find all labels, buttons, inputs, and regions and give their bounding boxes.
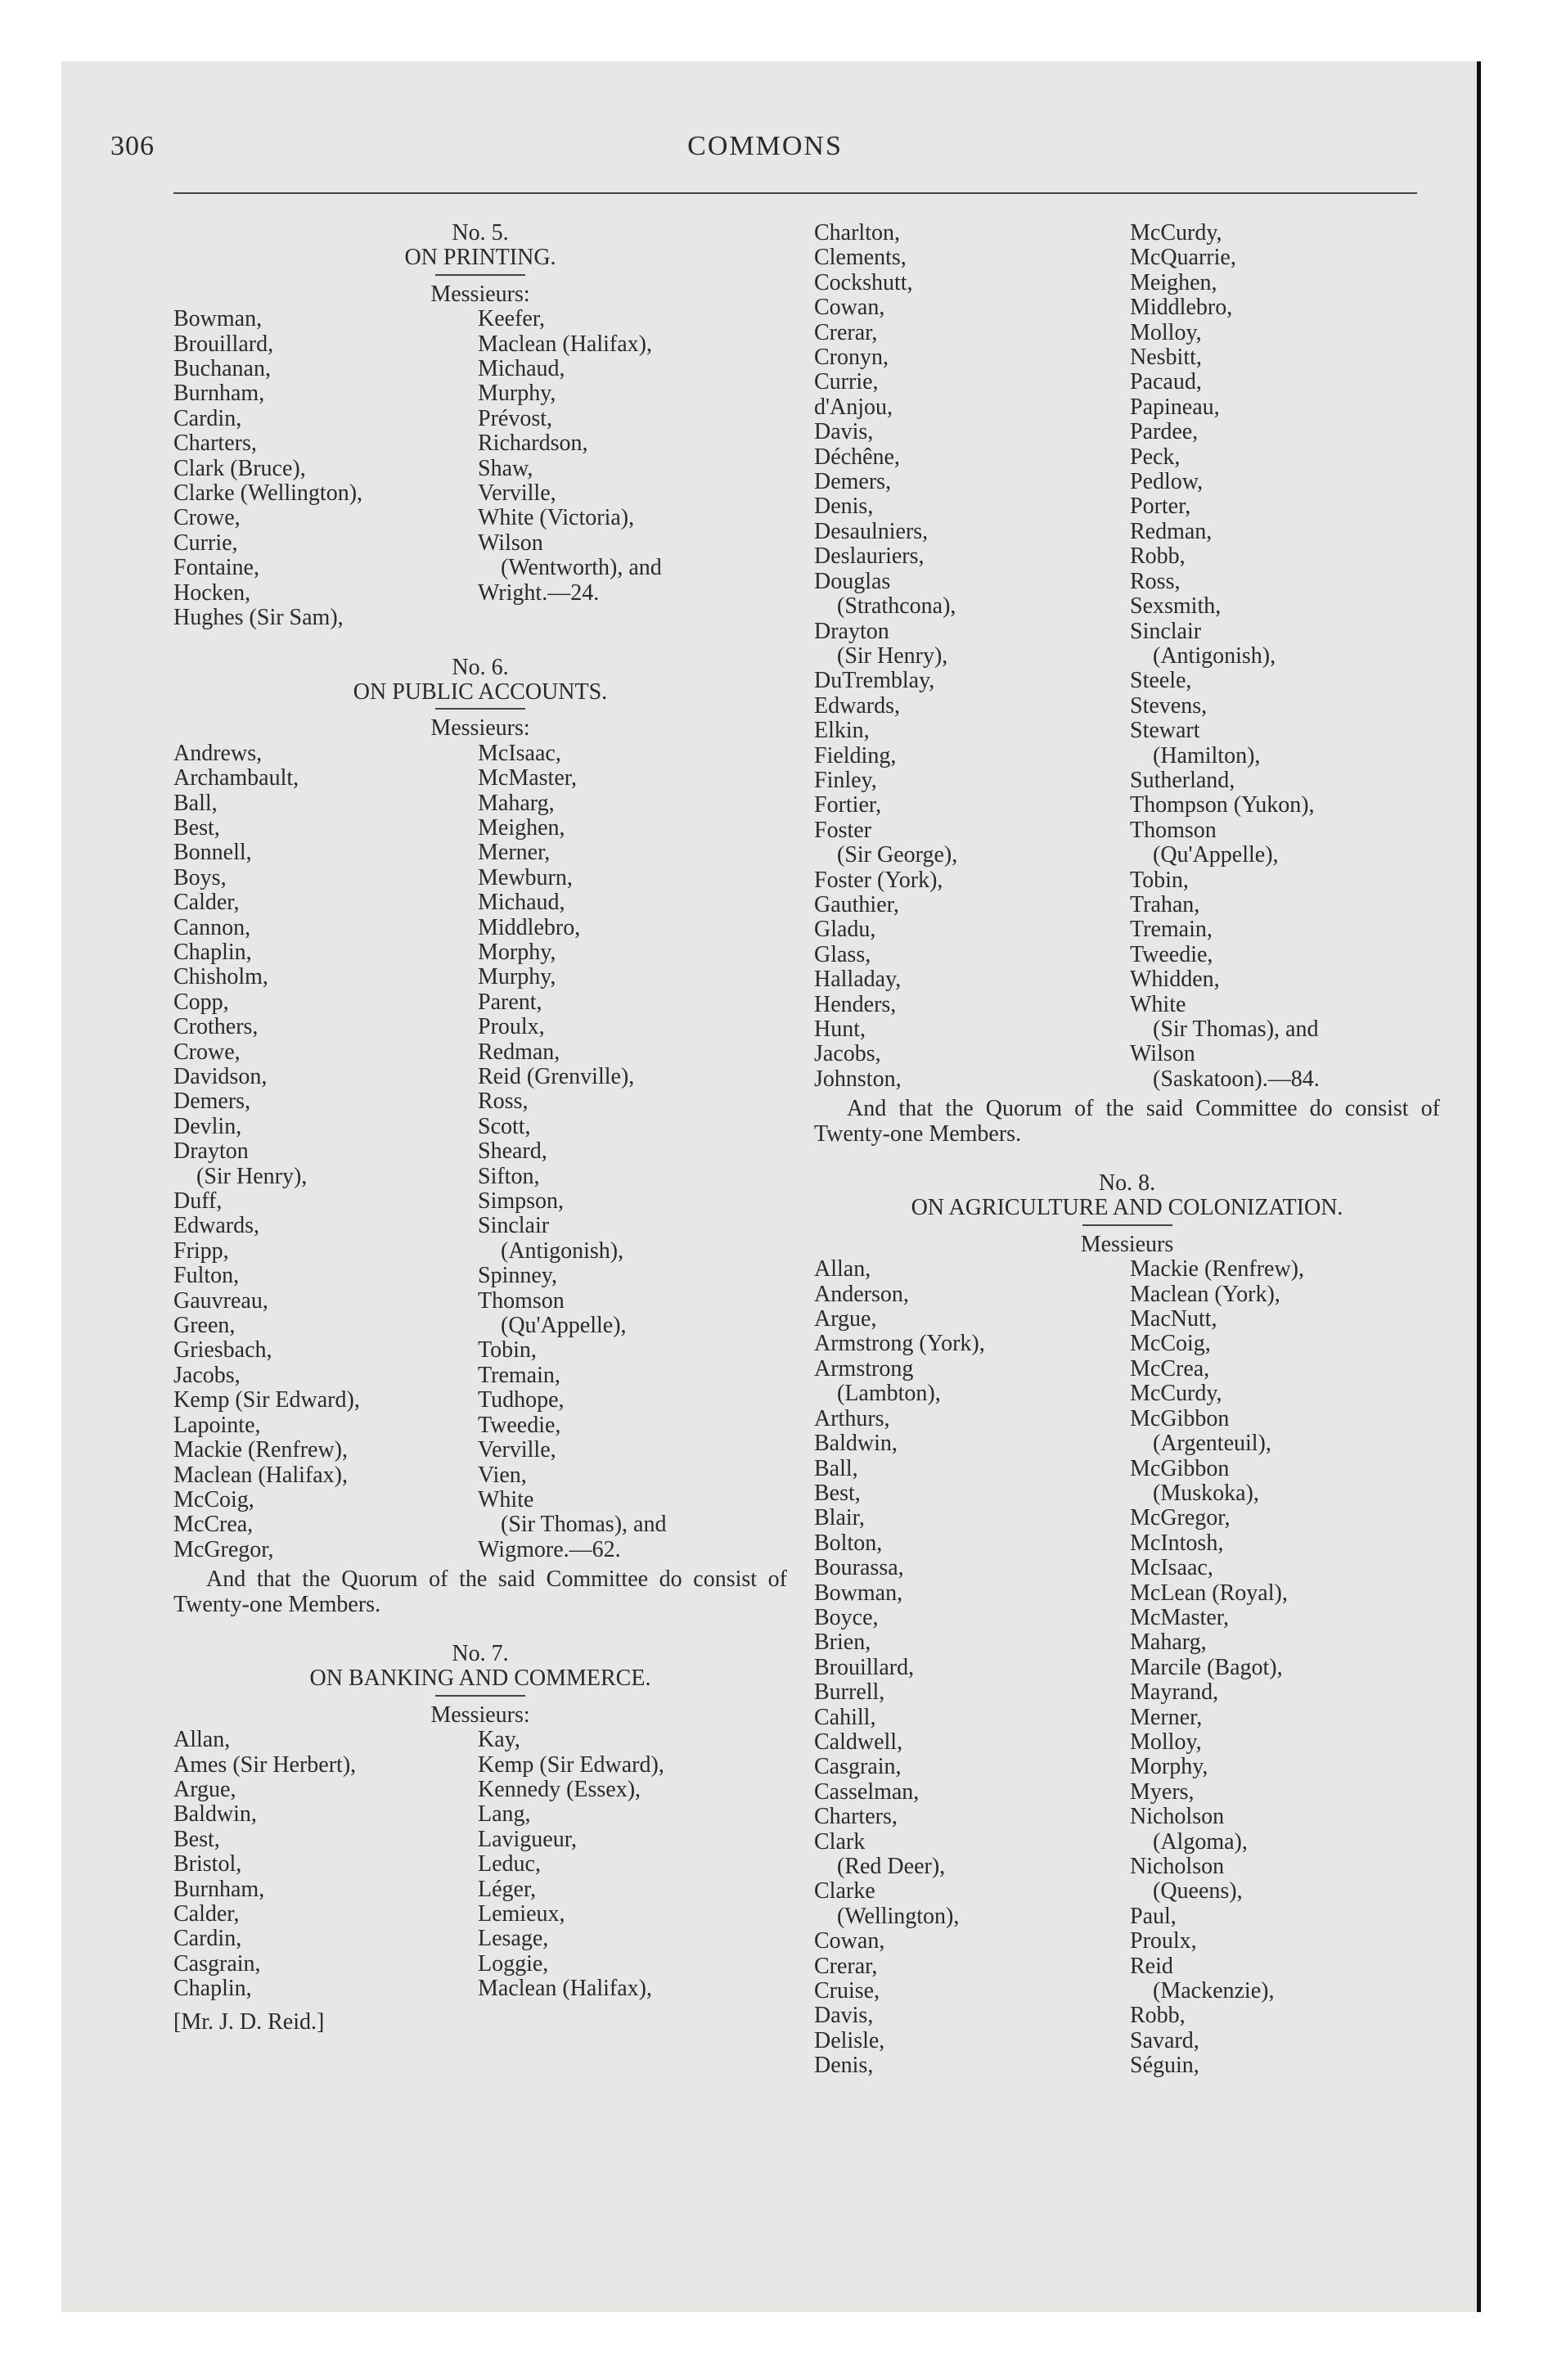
member-name: Séguin, [1130,2053,1199,2079]
member-name: Davis, [814,419,874,445]
member-name: Demers, [173,1089,251,1115]
member-name: Best, [173,1826,220,1852]
member-name: Redman, [1130,518,1213,544]
member-name: Elkin, [814,718,870,744]
member-name: Verville, [478,1437,556,1463]
member-name: Foster [814,817,871,843]
member-name: Hunt, [814,1016,866,1042]
member-name: Buchanan, [173,356,271,382]
member-name: Sutherland, [1130,767,1235,793]
member-name: Armstrong [814,1355,914,1382]
member-name: Demers, [814,469,892,495]
member-name: Steele, [1130,668,1192,694]
member-name: Boyce, [814,1604,879,1630]
member-name: Clark (Bruce), [173,455,306,481]
member-name: Proulx, [478,1014,545,1040]
member-name: Halladay, [814,967,902,993]
member-name: Cowan, [814,295,885,321]
member-name: Nicholson [1130,1854,1225,1879]
member-column [814,1257,1130,2078]
member-name: Kemp (Sir Edward), [478,1751,664,1778]
member-name: Bristol, [173,1851,242,1877]
member-name: (Antigonish), [1130,642,1276,669]
member-name: Armstrong (York), [814,1331,985,1357]
member-name: White [478,1486,534,1512]
member-name: Argue, [173,1776,236,1802]
member-name: Brouillard, [173,331,274,357]
member-name: Verville, [478,480,556,507]
member-name: Archambault, [173,765,299,791]
member-name: Fontaine, [173,555,259,581]
member-name: White (Victoria), [478,505,635,531]
member-name: Tweedie, [1130,941,1213,967]
member-name: Murphy, [478,381,556,407]
quorum-note: And that the Quorum of the said Committee do consist of Twenty-one Members. [173,1566,787,1617]
member-name: Mackie (Renfrew), [173,1437,349,1463]
member-name: Gauthier, [814,891,899,917]
member-column [478,307,662,630]
committee-number: No. 5. [452,220,509,246]
member-column [173,1728,478,2001]
page-number: 306 [110,131,155,161]
member-name: Arthurs, [814,1405,890,1431]
member-name: Denis, [814,494,874,520]
left-column [173,221,787,2035]
member-name: Parent, [478,989,542,1015]
member-name: Maharg, [478,790,555,816]
member-name: Cruise, [814,1978,880,2004]
member-name: Calder, [173,890,240,916]
member-name: Nesbitt, [1130,345,1202,371]
member-name: Best, [814,1480,861,1506]
member-name: Drayton [814,618,889,644]
member-name: Bourassa, [814,1555,904,1581]
member-name: Burnham, [173,381,265,407]
member-name: d'Anjou, [814,394,893,420]
member-name: Sinclair [1130,618,1202,644]
member-name: Sexsmith, [1130,593,1222,620]
member-name: Casgrain, [173,1950,261,1977]
member-name: (Wellington), [814,1903,960,1929]
member-name: Mewburn, [478,864,573,890]
member-name: (Argenteuil), [1130,1431,1271,1457]
member-name: Stevens, [1130,692,1208,719]
member-name: Johnston, [814,1066,902,1092]
member-name: (Sir George), [814,842,958,868]
member-name: Sifton, [478,1163,540,1189]
member-name: Bowman, [173,306,263,332]
divider [1082,1224,1172,1226]
member-name: Ames (Sir Herbert), [173,1751,357,1778]
member-list [814,1257,1440,2078]
member-name: Lesage, [478,1926,549,1952]
member-name: Calder, [173,1901,240,1927]
member-name: Hocken, [173,579,251,606]
member-name: Papineau, [1130,394,1220,420]
member-name: Mackie (Renfrew), [1130,1256,1305,1282]
member-name: Crothers, [173,1014,259,1040]
member-name: Jacobs, [814,1041,881,1067]
committee-printing [173,221,787,631]
member-name: Blair, [814,1505,865,1531]
member-name: McGregor, [1130,1505,1231,1531]
member-name: Best, [173,814,220,841]
member-name: Léger, [478,1876,537,1902]
member-name: Ross, [1130,568,1181,594]
member-name: Anderson, [814,1281,909,1307]
header-rule [173,192,1417,194]
member-name: Lang, [478,1801,531,1828]
member-name: Scott, [478,1113,531,1139]
member-name: Devlin, [173,1113,242,1139]
committee-number: No. 8. [1098,1170,1156,1197]
member-name: Chisholm, [173,964,268,990]
member-name: (Hamilton), [1130,742,1261,769]
member-name: Pacaud, [1130,369,1202,395]
member-name: DuTremblay, [814,668,935,694]
member-name: Denis, [814,2053,874,2079]
page-header [110,131,1420,180]
member-name: McIsaac, [478,740,561,766]
member-name: (Sir Henry), [173,1163,308,1189]
member-name: Crerar, [814,1953,878,1979]
member-name: (Sir Thomas), and [478,1512,667,1538]
committee-title: ON AGRICULTURE AND COLONIZATION. [911,1195,1343,1221]
committee-number: No. 6. [452,654,509,680]
member-name: Allan, [173,1727,231,1753]
committee-title: ON PUBLIC ACCOUNTS. [353,678,608,705]
member-name: Clements, [814,245,907,271]
member-name: Maclean (York), [1130,1281,1280,1307]
member-name: Argue, [814,1306,877,1332]
member-name: Duff, [173,1188,223,1215]
member-name: Wright.—24. [478,579,600,606]
member-name: Mayrand, [1130,1679,1219,1706]
member-name: Caldwell, [814,1729,903,1755]
member-name: McCrea, [1130,1355,1210,1382]
member-name: Robb, [1130,543,1186,570]
member-name: Burrell, [814,1679,885,1706]
member-name: (Antigonish), [478,1237,624,1264]
member-name: Savard, [1130,2027,1199,2053]
divider [435,274,525,276]
member-name: Currie, [814,369,879,395]
committee-title: ON PRINTING. [404,245,556,271]
messieurs-label: Messieurs [1080,1231,1174,1257]
member-name: Charters, [814,1804,898,1830]
member-name: Spinney, [478,1263,557,1289]
member-name: McQuarrie, [1130,245,1236,271]
member-name: Sheard, [478,1138,547,1165]
member-name: Hughes (Sir Sam), [173,605,344,631]
committee-title: ON BANKING AND COMMERCE. [309,1666,651,1692]
member-name: Tobin, [478,1337,537,1364]
committee-agriculture [814,1171,1440,2079]
member-name: Crowe, [173,505,241,531]
member-name: Charters, [173,430,257,457]
member-name: Tremain, [1130,917,1213,943]
member-name: MacNutt, [1130,1306,1217,1332]
member-column [1130,1257,1304,2078]
member-name: (Algoma), [1130,1828,1248,1855]
member-name: Thomson [1130,817,1217,843]
member-name: McIsaac, [1130,1555,1213,1581]
committee-public-accounts [173,656,787,1617]
member-name: Edwards, [814,692,900,719]
member-name: Maclean (Halifax), [173,1462,348,1488]
member-name: Fielding, [814,742,897,769]
member-name: Paul, [1130,1903,1177,1929]
member-name: Reid [1130,1953,1173,1979]
member-name: Crowe, [173,1039,241,1065]
member-name: Copp, [173,989,229,1015]
member-name: McCurdy, [1130,220,1222,246]
member-name: McGregor, [173,1536,274,1562]
member-name: Loggie, [478,1950,549,1977]
member-column [1130,221,1320,1092]
member-name: Drayton [173,1138,249,1165]
member-name: Crerar, [814,319,878,345]
member-name: Tremain, [478,1362,560,1388]
member-list [173,307,787,630]
member-name: Wigmore.—62. [478,1536,621,1562]
member-name: Proulx, [1130,1928,1197,1954]
member-name: (Red Deer), [814,1854,946,1879]
member-list [173,741,787,1562]
member-name: (Qu'Appelle), [1130,842,1279,868]
member-name: Griesbach, [173,1337,272,1364]
member-name: Michaud, [478,890,565,916]
member-name: (Mackenzie), [1130,1978,1275,2004]
member-name: Baldwin, [814,1431,898,1457]
member-name: Cowan, [814,1928,885,1954]
member-name: Delisle, [814,2027,885,2053]
member-name: Simpson, [478,1188,565,1215]
member-name: McGibbon [1130,1455,1230,1481]
member-name: Baldwin, [173,1801,257,1828]
member-name: Middlebro, [478,914,581,940]
messieurs-label: Messieurs: [430,281,530,307]
member-name: Shaw, [478,455,533,481]
member-name: (Sir Thomas), and [1130,1016,1319,1042]
member-name: Morphy, [478,939,556,965]
member-name: Molloy, [1130,319,1202,345]
member-name: Davis, [814,2003,874,2029]
member-name: Pardee, [1130,419,1199,445]
member-name: Morphy, [1130,1754,1208,1780]
member-name: Meighen, [1130,269,1217,295]
member-name: Desaulniers, [814,518,929,544]
divider [435,708,525,710]
member-name: McCurdy, [1130,1381,1222,1407]
member-name: Green, [173,1313,236,1339]
member-name: Fulton, [173,1263,240,1289]
member-name: Ross, [478,1089,529,1115]
member-name: Murphy, [478,964,556,990]
member-name: Casselman, [814,1778,920,1805]
member-name: Foster (York), [814,867,943,893]
committee-banking [173,1642,787,2002]
member-name: Allan, [814,1256,871,1282]
page-title: COMMONS [687,131,843,161]
member-name: (Queens), [1130,1878,1243,1904]
member-name: Bonnell, [173,840,252,866]
member-name: Lemieux, [478,1901,565,1927]
member-name: Marcile (Bagot), [1130,1654,1283,1680]
member-name: Whidden, [1130,967,1220,993]
member-name: Sinclair [478,1213,550,1239]
member-name: McCrea, [173,1512,254,1538]
member-name: White [1130,991,1186,1017]
member-name: Nicholson [1130,1804,1225,1830]
member-name: Porter, [1130,494,1191,520]
member-name: Pedlow, [1130,469,1204,495]
quorum-note: And that the Quorum of the said Committee do consist of Twenty-one Members. [814,1096,1440,1147]
member-name: Bowman, [814,1580,903,1606]
member-name: Prévost, [478,405,552,431]
member-name: Myers, [1130,1778,1195,1805]
messieurs-label: Messieurs: [430,715,530,741]
member-name: Trahan, [1130,891,1200,917]
member-name: Gauvreau, [173,1287,268,1314]
member-name: Tweedie, [478,1412,561,1438]
member-name: Ball, [173,790,218,816]
member-name: Finley, [814,767,877,793]
member-name: Kennedy (Essex), [478,1776,641,1802]
member-name: Clarke (Wellington), [173,480,363,507]
member-name: Cannon, [173,914,251,940]
member-name: Burnham, [173,1876,265,1902]
member-name: (Muskoka), [1130,1480,1259,1506]
member-name: Chaplin, [173,939,252,965]
member-name: Tobin, [1130,867,1189,893]
member-name: (Saskatoon).—84. [1130,1066,1320,1092]
member-list [173,1728,787,2001]
member-name: (Qu'Appelle), [478,1313,627,1339]
member-name: Lavigueur, [478,1826,577,1852]
member-name: Maclean (Halifax), [478,331,652,357]
member-name: Currie, [173,530,238,556]
member-name: Merner, [1130,1704,1203,1730]
member-name: Maharg, [1130,1629,1207,1656]
member-name: McIntosh, [1130,1530,1224,1556]
member-name: Vien, [478,1462,527,1488]
member-name: Casgrain, [814,1754,902,1780]
member-name: Redman, [478,1039,560,1065]
member-name: Glass, [814,941,871,967]
member-column [173,741,478,1562]
member-name: McCoig, [1130,1331,1211,1357]
member-name: Ball, [814,1455,858,1481]
member-name: Wilson [1130,1041,1195,1067]
member-name: Leduc, [478,1851,541,1877]
member-name: Tudhope, [478,1387,565,1413]
member-name: (Strathcona), [814,593,956,620]
member-name: Cardin, [173,1926,242,1952]
divider [435,1695,525,1697]
committee-banking-continued [814,221,1440,1147]
member-name: Boys, [173,864,227,890]
member-name: Meighen, [478,814,565,841]
member-name: McGibbon [1130,1405,1230,1431]
member-name: Keefer, [478,306,546,332]
member-name: Bolton, [814,1530,883,1556]
member-name: Cronyn, [814,345,889,371]
member-name: Charlton, [814,220,900,246]
member-name: Douglas [814,568,891,594]
member-name: Lapointe, [173,1412,261,1438]
member-name: Chaplin, [173,1976,252,2002]
member-name: Henders, [814,991,897,1017]
member-name: Clark [814,1828,866,1855]
member-column [173,307,478,630]
member-name: Déchêne, [814,444,900,470]
member-name: Cardin, [173,405,242,431]
member-name: Robb, [1130,2003,1186,2029]
member-name: McMaster, [1130,1604,1229,1630]
member-name: Clarke [814,1878,875,1904]
member-name: Peck, [1130,444,1181,470]
member-name: McCoig, [173,1486,254,1512]
member-name: Kemp (Sir Edward), [173,1387,360,1413]
member-name: Davidson, [173,1064,268,1089]
member-column [814,221,1130,1092]
member-name: Richardson, [478,430,588,457]
member-name: Gladu, [814,917,876,943]
right-column [814,221,1440,2079]
footer-signature: [Mr. J. D. Reid.] [173,2008,325,2035]
member-name: McLean (Royal), [1130,1580,1288,1606]
messieurs-label: Messieurs: [430,1702,530,1728]
member-name: Michaud, [478,356,565,382]
member-name: Deslauriers, [814,543,925,570]
member-name: Stewart [1130,718,1200,744]
member-name: (Lambton), [814,1381,941,1407]
member-name: McMaster, [478,765,577,791]
member-name: Wilson [478,530,543,556]
member-name: Kay, [478,1727,520,1753]
member-name: (Wentworth), and [478,555,662,581]
member-name: Jacobs, [173,1362,241,1388]
member-name: Fortier, [814,792,882,818]
member-name: Edwards, [173,1213,259,1239]
member-name: Merner, [478,840,551,866]
member-list [814,221,1440,1092]
member-name: Molloy, [1130,1729,1202,1755]
member-name: Fripp, [173,1237,229,1264]
member-name: Maclean (Halifax), [478,1976,652,2002]
member-name: (Sir Henry), [814,642,948,669]
member-column [478,1728,664,2001]
member-name: Thomson [478,1287,565,1314]
member-name: Cahill, [814,1704,876,1730]
member-name: Middlebro, [1130,295,1233,321]
member-column [478,741,666,1562]
committee-number: No. 7. [452,1640,509,1666]
member-name: Andrews, [173,740,263,766]
member-name: Reid (Grenville), [478,1064,635,1089]
member-name: Cockshutt, [814,269,913,295]
member-name: Brien, [814,1629,871,1656]
member-name: Thompson (Yukon), [1130,792,1315,818]
member-name: Brouillard, [814,1654,915,1680]
